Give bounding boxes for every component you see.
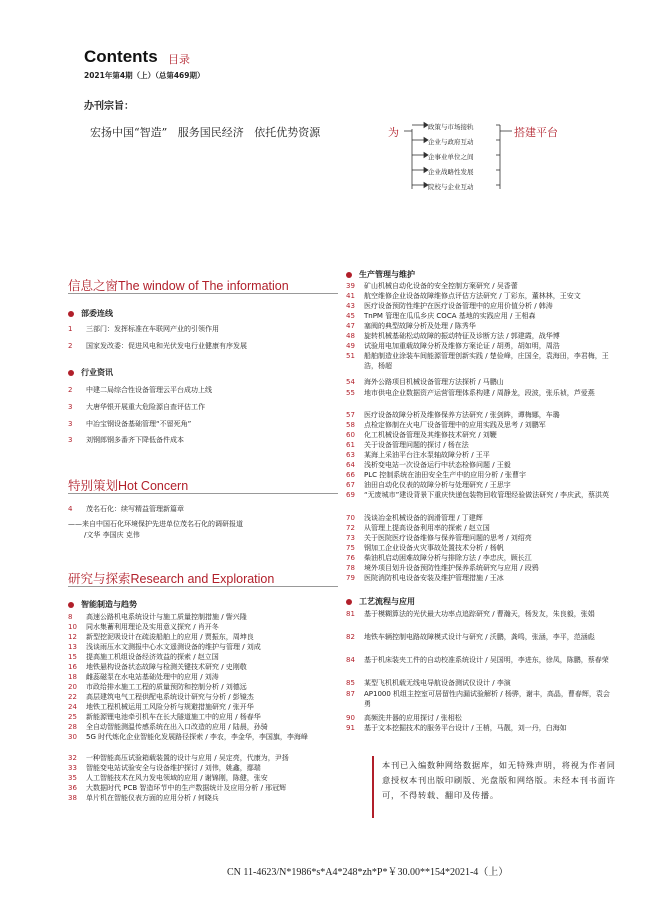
toc-entry[interactable] bbox=[346, 632, 616, 652]
page-number: 16 bbox=[68, 663, 77, 671]
bullet-icon bbox=[68, 311, 74, 317]
page-number: 70 bbox=[346, 514, 355, 522]
page-number: 2 bbox=[68, 342, 73, 350]
entry-title: 浅谈冶金机械设备的润滑管理 / 丁建辉 bbox=[364, 514, 483, 522]
page-number: 4 bbox=[68, 505, 73, 513]
page-number: 81 bbox=[346, 610, 355, 618]
toc-entry[interactable] bbox=[346, 609, 616, 629]
entry-title: 船舶制造业涂装车间能源管理创新实践 / 楚俭峰，庄国全，袁海田，李君梅，王浩，杨超 bbox=[364, 352, 609, 370]
page-number: 3 bbox=[68, 436, 73, 444]
page-number: 39 bbox=[346, 282, 355, 290]
toc-entry[interactable] bbox=[346, 689, 616, 709]
motto-wei: 为 bbox=[388, 126, 399, 139]
subsection-label: 部委连线 bbox=[81, 309, 113, 318]
entry-title: 国家发改委：促进风电和光伏发电行业健康有序发展 bbox=[86, 342, 247, 350]
page-number: 58 bbox=[346, 421, 355, 429]
entry-title: 高层建筑电气工程供配电系统设计研究与分析 / 彭镜杰 bbox=[86, 693, 254, 701]
page-number: 76 bbox=[346, 554, 355, 562]
entry-title: 地铁工程机械运用工风险分析与规避措施研究 / 张开华 bbox=[86, 703, 254, 711]
contents-title: Contents bbox=[84, 47, 158, 66]
page-number: 25 bbox=[68, 713, 77, 721]
motto-goal: 搭建平台 bbox=[514, 126, 558, 139]
section-title-research: 研究与探索Research and Exploration bbox=[68, 572, 275, 586]
entry-title: 5G 时代炼化企业智能化发展路径探索 / 李农，李金华，李国旗，李海峰 bbox=[86, 733, 308, 741]
toc-entry[interactable] bbox=[346, 490, 616, 510]
entry-title: 钢加工企业设备火灾事故处置技术分析 / 杨帆 bbox=[364, 544, 504, 552]
page-number: 22 bbox=[68, 693, 77, 701]
page-number: 85 bbox=[346, 679, 355, 687]
page-number: 28 bbox=[68, 723, 77, 731]
page-number: 72 bbox=[346, 524, 355, 532]
page-number: 3 bbox=[68, 403, 73, 411]
page-number: 61 bbox=[346, 441, 355, 449]
page-number: 38 bbox=[68, 794, 77, 802]
page-number: 45 bbox=[346, 312, 355, 320]
special-authors: /文华 李国庆 克伟 bbox=[84, 531, 140, 539]
page-number: 60 bbox=[346, 431, 355, 439]
page-number: 30 bbox=[68, 733, 77, 741]
toc-entry[interactable] bbox=[68, 435, 338, 445]
entry-title: 浅谈雨压水文测报中心水文遥测设备的维护与管理 / 刘成 bbox=[86, 643, 261, 651]
motto-heading: 办刊宗旨： bbox=[84, 101, 134, 112]
section-divider bbox=[68, 493, 338, 494]
page-number: 79 bbox=[346, 574, 355, 582]
page-number: 13 bbox=[68, 643, 77, 651]
page-number: 78 bbox=[346, 564, 355, 572]
entry-title: PLC 控制系统在油田安全生产中的应用分析 / 张曹宇 bbox=[364, 471, 527, 479]
page-number: 36 bbox=[68, 784, 77, 792]
entry-title: 境外项目划升设备预防性维护保养系统研究与应用 / 段鸦 bbox=[364, 564, 539, 572]
page-number: 47 bbox=[346, 322, 355, 330]
entry-title: 旋转机械基础松动故障的振动特征及诊断方法 / 郭建霞，战华博 bbox=[364, 332, 560, 340]
entry-title: 航空维修企业设备故障维修点评估方法研究 / 丁彩东，董林林，王安文 bbox=[364, 292, 581, 300]
page-number: 33 bbox=[68, 764, 77, 772]
subsection-heading bbox=[346, 596, 415, 607]
entry-title: 医院消防机电设备安装及维护管理措施 / 王冰 bbox=[364, 574, 504, 582]
entry-title: 人工智能技术在风力发电领域的应用 / 谢锦刚，陈健，张安 bbox=[86, 774, 268, 782]
motto-item: 企业战略性发展 bbox=[428, 168, 474, 176]
entry-title: 塞阀的典型故障分析及处理 / 陈秀华 bbox=[364, 322, 476, 330]
page-number: 43 bbox=[346, 302, 355, 310]
motto-item: 院校与企业互动 bbox=[428, 183, 474, 191]
section-title-info: 信息之窗The window of The information bbox=[68, 279, 289, 293]
toc-entry[interactable] bbox=[68, 341, 338, 351]
page-number: 63 bbox=[346, 451, 355, 459]
entry-title: 试验用电加重载故障分析及维修方案论证 / 胡勇，胡如明，周浩 bbox=[364, 342, 560, 350]
section-divider bbox=[68, 293, 338, 294]
motto-text: 宏扬中国“智造” 服务国民经济 依托优势资源 bbox=[90, 126, 321, 139]
subsection-label: 生产管理与维护 bbox=[359, 270, 415, 279]
entry-title: 点检定修制在火电厂设备管理中的应用实践及思考 / 刘鹏军 bbox=[364, 421, 546, 429]
entry-title: 中建二局综合性设备管理云平台成功上线 bbox=[86, 386, 212, 394]
subsection-heading bbox=[68, 308, 113, 319]
bullet-icon bbox=[346, 272, 352, 278]
contents-title-cn: 目录 bbox=[168, 53, 190, 66]
section-title-special: 特别策划Hot Concern bbox=[68, 479, 189, 493]
toc-entry[interactable] bbox=[68, 385, 338, 395]
page-number: 91 bbox=[346, 724, 355, 732]
page-number: 75 bbox=[346, 544, 355, 552]
entry-title: 三部门：发挥标准在车联网产业的引领作用 bbox=[86, 325, 219, 333]
toc-entry[interactable] bbox=[68, 732, 346, 752]
entry-title: 大唐华银开展重大危险源自查评估工作 bbox=[86, 403, 205, 411]
entry-title: 基于文本挖掘技术的服务平台设计 / 王梢，马靓，刘一丹，白海如 bbox=[364, 724, 567, 732]
section-divider bbox=[68, 586, 338, 587]
page-number: 55 bbox=[346, 389, 355, 397]
subsection-heading bbox=[68, 367, 113, 378]
page-number: 64 bbox=[346, 461, 355, 469]
bullet-icon bbox=[68, 602, 74, 608]
entry-title: 地铁车辆控制电路故障模式设计与研究 / 沃鹏，龚鸣，张涵，李平，范涵彪 bbox=[364, 633, 595, 641]
page-number: 32 bbox=[68, 754, 77, 762]
entry-title: 地市供电企业数据资产运营管理体系构建 / 周静龙，段波，张乐祯，芦爱燕 bbox=[364, 389, 595, 397]
bullet-icon bbox=[68, 370, 74, 376]
entry-title: 矿山机械自动化设备的安全控制方案研究 / 吴香蕾 bbox=[364, 282, 518, 290]
page-number: 67 bbox=[346, 481, 355, 489]
entry-title: 新能源锂电池牵引机车在长大隧道施工中的应用 / 杨春华 bbox=[86, 713, 261, 721]
entry-title: 新型挖泥吸设计在疏浚船舶上的应用 / 贾振东，周坤良 bbox=[86, 633, 254, 641]
page-number: 51 bbox=[346, 352, 355, 360]
toc-entry[interactable] bbox=[68, 324, 338, 334]
entry-title: 市政给排水施工工程的质量预防和控制分析 / 刘德远 bbox=[86, 683, 247, 691]
toc-entry[interactable] bbox=[346, 388, 616, 408]
page-number: 20 bbox=[68, 683, 77, 691]
page-number: 1 bbox=[68, 325, 73, 333]
special-subtitle: ——来自中国石化环境保护先进单位茂名石化的调研报道 bbox=[68, 520, 243, 528]
entry-title: 提高施工机组设备经济效益的探索 / 赵立国 bbox=[86, 653, 219, 661]
footer-cn-code: CN 11-4623/N*1986*s*A4*248*zh*P*￥30.00**154*2021-4（上） bbox=[227, 867, 509, 878]
page-number: 8 bbox=[68, 613, 73, 621]
page-number: 54 bbox=[346, 378, 355, 386]
entry-title: 某型飞机机载无线电导航设备测试仪设计 / 李演 bbox=[364, 679, 511, 687]
subsection-heading bbox=[346, 269, 415, 280]
entry-title: 从管理上提高设备利用率的探索 / 赵立国 bbox=[364, 524, 490, 532]
page-number: 48 bbox=[346, 332, 355, 340]
motto-item: 企事业单位之间 bbox=[428, 153, 474, 161]
page-number: 49 bbox=[346, 342, 355, 350]
entry-title: 同水集蓄利用理论及实用意义探究 / 肖开冬 bbox=[86, 623, 219, 631]
entry-title: 基于模糊算法的光伏最大功率点追踪研究 / 曹瀚天，杨发友，朱良毅，张娟 bbox=[364, 610, 595, 618]
subsection-label: 工艺流程与应用 bbox=[359, 597, 415, 606]
page-number: 90 bbox=[346, 714, 355, 722]
entry-title: 一种智能高压试验箱载装置的设计与应用 / 吴定亮，代康为，尹扬 bbox=[86, 754, 289, 762]
page-number: 35 bbox=[68, 774, 77, 782]
bullet-icon bbox=[346, 599, 352, 605]
entry-title: 基于机床装夹工件的自动校准系统设计 / 吴国明，李进东，徐凤，陈鹏，蔡春荣 bbox=[364, 656, 609, 664]
entry-title: 高频洗井器的应用探讨 / 张相松 bbox=[364, 714, 462, 722]
page-number: 18 bbox=[68, 673, 77, 681]
entry-title: 大数据时代 PCB 智造环节中的生产数据统计及应用分析 / 邢冠辉 bbox=[86, 784, 287, 792]
page-number: 12 bbox=[68, 633, 77, 641]
toc-entry[interactable] bbox=[346, 351, 616, 371]
entry-title: 医疗设备故障分析及维修保养方法研究 / 张剑眸，谭梅娜，车璐 bbox=[364, 411, 560, 419]
page-number: 87 bbox=[346, 690, 355, 698]
entry-title: 雌蕊磁泵在水电站基础处理中的应用 / 刘涛 bbox=[86, 673, 219, 681]
copyright-notice: 本刊已入编数种网络数据库，如无特殊声明，将视为作者同意授权本刊出版印刷版、光盘版和网络版。未经本刊书面许可，不得转载、翻印及传播。 bbox=[382, 760, 616, 800]
toc-entry[interactable] bbox=[68, 504, 338, 514]
page-number: 10 bbox=[68, 623, 77, 631]
page-number: 82 bbox=[346, 633, 355, 641]
entry-title: 化工机械设备管理及其维修技术研究 / 刘鞭 bbox=[364, 431, 497, 439]
page-number: 3 bbox=[68, 420, 73, 428]
entry-title: 高速公路机电系统设计与施工质量控制措施 / 訾兴隆 bbox=[86, 613, 247, 621]
page-number: 24 bbox=[68, 703, 77, 711]
entry-title: 关于设备管理问题的探讨 / 杨在法 bbox=[364, 441, 469, 449]
page-number: 57 bbox=[346, 411, 355, 419]
entry-title: 茂名石化：续写精益管理新篇章 bbox=[86, 505, 184, 513]
subsection-label: 行业资讯 bbox=[81, 368, 113, 377]
subsection-label: 智能制造与趋势 bbox=[81, 600, 137, 609]
page-number: 66 bbox=[346, 471, 355, 479]
motto-item: 政策与市场接轨 bbox=[428, 123, 474, 131]
page-number: 69 bbox=[346, 491, 355, 499]
entry-title: 医疗设备预防性维护在医疗设备管理中的应用价值分析 / 韩涛 bbox=[364, 302, 553, 310]
entry-title: 刘钢郎钢多番齐下降低备件成本 bbox=[86, 436, 184, 444]
page-number: 2 bbox=[68, 386, 73, 394]
toc-entry[interactable] bbox=[68, 402, 338, 412]
entry-title: 关于医院医疗设备维修与保养管理问题的思考 / 刘绍亮 bbox=[364, 534, 532, 542]
entry-title: 浅析变电站一次设备运行中状态检修问题 / 王毅 bbox=[364, 461, 511, 469]
entry-title: “无废城市”建设背景下重庆快递包装物回收管理经验做法研究 / 李庆武，蔡洪英 bbox=[364, 491, 610, 499]
entry-title: 地铁悬构设备状态故障与检测关键技术研究 / 史刚敬 bbox=[86, 663, 247, 671]
entry-title: 某海上采油平台注水泵轴故障分析 / 王平 bbox=[364, 451, 490, 459]
page-number: 73 bbox=[346, 534, 355, 542]
entry-title: 单片机在智能仪表方面的应用分析 / 何晓兵 bbox=[86, 794, 219, 802]
subsection-heading bbox=[68, 599, 137, 610]
entry-title: 全自动智能测温传感系统在出入口改造的应用 / 陆晨，孙骑 bbox=[86, 723, 268, 731]
toc-entry[interactable] bbox=[68, 419, 338, 429]
motto-item: 企业与政府互动 bbox=[428, 138, 474, 146]
entry-title: 油田自动化仪表的故障分析与处理研究 / 王思宇 bbox=[364, 481, 511, 489]
entry-title: 柴油机启动困难故障分析与排除方法 / 李忠庆，顾长江 bbox=[364, 554, 532, 562]
toc-entry[interactable] bbox=[346, 655, 616, 675]
entry-title: TnPM 管理在瓜瓜乡庆 COCA 基地的实践应用 / 王相森 bbox=[364, 312, 536, 320]
entry-title: 中冶宝钢设备基础管理“不留死角” bbox=[86, 420, 192, 428]
issue-info: 2021年第4期（上）（总第469期） bbox=[84, 71, 205, 80]
entry-title: 海外公路项目机械设备管理方法探析 / 马鹏山 bbox=[364, 378, 504, 386]
page-number: 15 bbox=[68, 653, 77, 661]
entry-title: 智能变电站试验安全与设备维护探讨 / 刘伟，姚鑫，鄢瑞 bbox=[86, 764, 261, 772]
entry-title: AP1000 机组主控室可居留性内漏试验解析 / 杨骅，谢丰，高晶，曹春辉，袁会勇 bbox=[364, 690, 610, 708]
page-number: 41 bbox=[346, 292, 355, 300]
page-number: 84 bbox=[346, 656, 355, 664]
